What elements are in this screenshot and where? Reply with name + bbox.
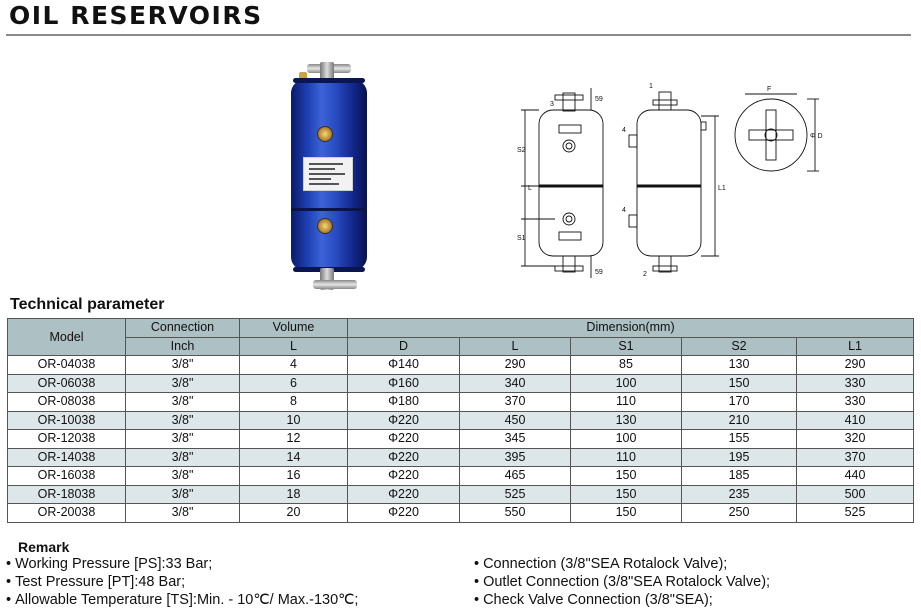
cell-volume: 4	[240, 356, 348, 375]
cell-inch: 3/8"	[126, 411, 240, 430]
cell-volume: 18	[240, 485, 348, 504]
cell-d: Φ180	[348, 393, 460, 412]
cell-volume: 14	[240, 448, 348, 467]
remark-item: • Outlet Connection (3/8"SEA Rotalock Valve);	[474, 573, 770, 591]
cell-s1: 150	[571, 467, 682, 486]
cell-s1: 110	[571, 393, 682, 412]
cell-l1: 370	[797, 448, 914, 467]
cell-model: OR-08038	[8, 393, 126, 412]
header-s2: S2	[682, 337, 797, 356]
cell-volume: 6	[240, 374, 348, 393]
cell-l1: 410	[797, 411, 914, 430]
dim-label-59-bottom: 59	[595, 269, 603, 276]
cell-l1: 525	[797, 504, 914, 523]
cell-model: OR-04038	[8, 356, 126, 375]
callout-2: 2	[643, 271, 647, 278]
cell-d: Φ220	[348, 485, 460, 504]
table-row	[8, 393, 914, 412]
cell-l: 525	[460, 485, 571, 504]
callout-4: 4	[622, 127, 626, 134]
cell-model: OR-16038	[8, 467, 126, 486]
cell-d: Φ220	[348, 504, 460, 523]
cell-s1: 110	[571, 448, 682, 467]
cell-l: 370	[460, 393, 571, 412]
header-model: Model	[8, 319, 126, 356]
cell-volume: 20	[240, 504, 348, 523]
remark-item: • Connection (3/8"SEA Rotalock Valve);	[474, 555, 770, 573]
remark-item: • Test Pressure [PT]:48 Bar;	[6, 573, 358, 591]
header-l: L	[460, 337, 571, 356]
cell-s2: 210	[682, 411, 797, 430]
cell-s2: 170	[682, 393, 797, 412]
remark-list-left	[6, 555, 358, 609]
cell-d: Φ140	[348, 356, 460, 375]
cell-l1: 290	[797, 356, 914, 375]
table-row	[8, 448, 914, 467]
cell-s1: 100	[571, 430, 682, 449]
cell-model: OR-06038	[8, 374, 126, 393]
cell-d: Φ220	[348, 430, 460, 449]
cell-inch: 3/8"	[126, 485, 240, 504]
cell-l1: 330	[797, 374, 914, 393]
sight-glass-icon	[317, 126, 333, 142]
cell-volume: 8	[240, 393, 348, 412]
remark-item: • Allowable Temperature [TS]:Min. - 10℃/ Max.-130℃;	[6, 591, 358, 609]
cell-l1: 330	[797, 393, 914, 412]
technical-drawings	[517, 80, 830, 285]
cell-d: Φ220	[348, 467, 460, 486]
cell-l: 465	[460, 467, 571, 486]
cell-s1: 150	[571, 485, 682, 504]
cell-model: OR-10038	[8, 411, 126, 430]
cell-l: 340	[460, 374, 571, 393]
header-l1: L1	[797, 337, 914, 356]
cell-s1: 85	[571, 356, 682, 375]
header-inch: Inch	[126, 337, 240, 356]
cell-volume: 10	[240, 411, 348, 430]
table-subheader-row	[8, 337, 914, 356]
callout-4-lower: 4	[622, 207, 626, 214]
dim-label-s1: S1	[517, 235, 526, 242]
cell-s1: 150	[571, 504, 682, 523]
cell-inch: 3/8"	[126, 374, 240, 393]
cell-volume: 12	[240, 430, 348, 449]
cell-d: Φ220	[348, 411, 460, 430]
table-row	[8, 430, 914, 449]
cell-s1: 100	[571, 374, 682, 393]
title-divider	[6, 34, 911, 36]
header-dimension: Dimension(mm)	[348, 319, 914, 338]
cell-s2: 195	[682, 448, 797, 467]
nameplate	[303, 157, 353, 191]
cell-l1: 440	[797, 467, 914, 486]
section-heading-technical: Technical parameter	[10, 296, 165, 313]
cell-s2: 250	[682, 504, 797, 523]
cell-l: 550	[460, 504, 571, 523]
remark-item: • Working Pressure [PS]:33 Bar;	[6, 555, 358, 573]
callout-3: 3	[550, 101, 554, 108]
table-row	[8, 374, 914, 393]
table-row	[8, 504, 914, 523]
cell-model: OR-14038	[8, 448, 126, 467]
cell-inch: 3/8"	[126, 356, 240, 375]
cell-l: 395	[460, 448, 571, 467]
header-connection: Connection	[126, 319, 240, 338]
cell-l: 290	[460, 356, 571, 375]
cell-inch: 3/8"	[126, 504, 240, 523]
cell-s2: 235	[682, 485, 797, 504]
sight-glass-icon	[317, 218, 333, 234]
cell-inch: 3/8"	[126, 467, 240, 486]
cell-d: Φ160	[348, 374, 460, 393]
cell-inch: 3/8"	[126, 430, 240, 449]
cell-inch: 3/8"	[126, 448, 240, 467]
table-row	[8, 485, 914, 504]
oil-reservoir-photo	[285, 58, 375, 296]
dim-label-59: 59	[595, 96, 603, 103]
dim-label-d: Φ D	[810, 133, 823, 140]
header-d: D	[348, 337, 460, 356]
cell-l: 345	[460, 430, 571, 449]
cell-s2: 150	[682, 374, 797, 393]
remark-heading: Remark	[18, 539, 70, 555]
cell-volume: 16	[240, 467, 348, 486]
dim-label-f: F	[767, 86, 772, 93]
dim-label-l1: L1	[718, 185, 726, 192]
dim-label-l: L	[528, 185, 532, 192]
remark-list-right	[474, 555, 770, 609]
dimension-drawing	[517, 80, 830, 285]
header-s1: S1	[571, 337, 682, 356]
cell-s2: 185	[682, 467, 797, 486]
callout-1: 1	[649, 83, 653, 90]
cell-inch: 3/8"	[126, 393, 240, 412]
remark-item: • Check Valve Connection (3/8"SEA);	[474, 591, 770, 609]
table-row	[8, 356, 914, 375]
cell-s2: 130	[682, 356, 797, 375]
header-volume: Volume	[240, 319, 348, 338]
page-title: OIL RESERVOIRS	[9, 1, 263, 30]
cell-l: 450	[460, 411, 571, 430]
cell-model: OR-20038	[8, 504, 126, 523]
parameter-table	[7, 318, 914, 523]
cell-s1: 130	[571, 411, 682, 430]
cell-d: Φ220	[348, 448, 460, 467]
cell-l1: 500	[797, 485, 914, 504]
cell-s2: 155	[682, 430, 797, 449]
table-row	[8, 411, 914, 430]
dim-label-s2: S2	[517, 147, 526, 154]
table-row	[8, 467, 914, 486]
cell-model: OR-18038	[8, 485, 126, 504]
table-header-row	[8, 319, 914, 338]
cell-model: OR-12038	[8, 430, 126, 449]
header-volume-unit: L	[240, 337, 348, 356]
cell-l1: 320	[797, 430, 914, 449]
